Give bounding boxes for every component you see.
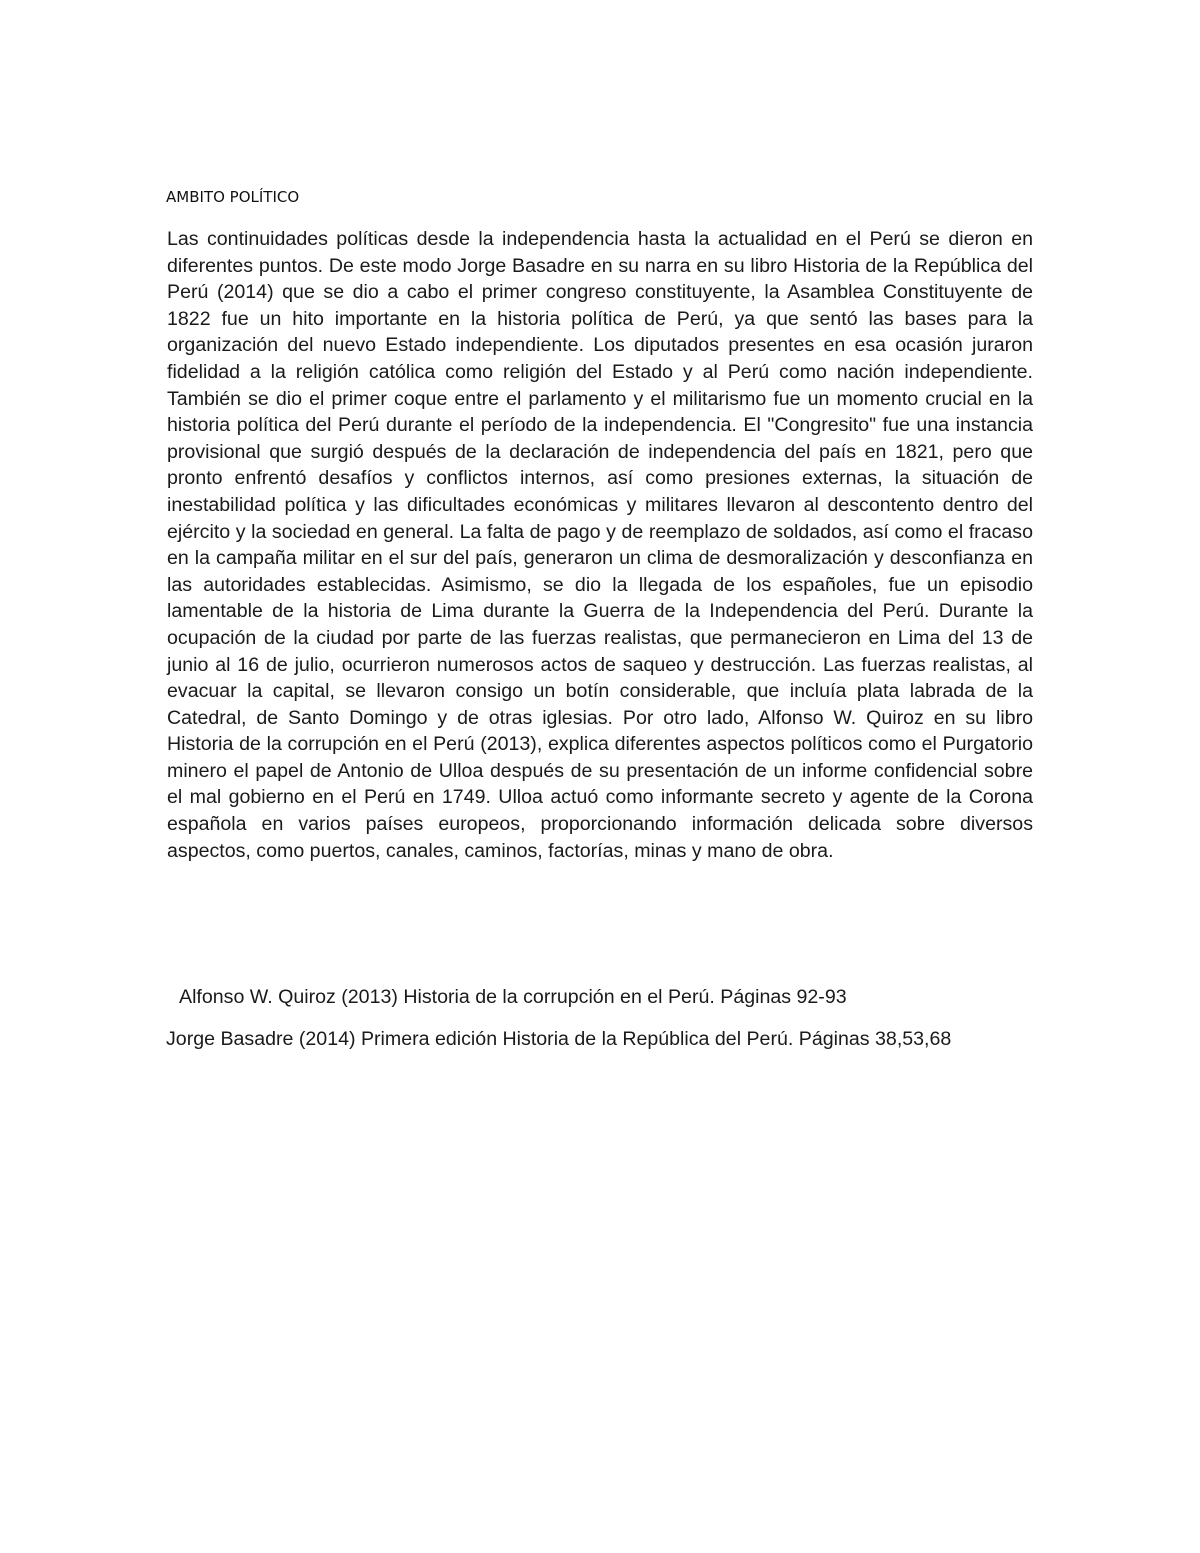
section-heading: AMBITO POLÍTICO xyxy=(166,188,300,206)
reference-basadre: Jorge Basadre (2014) Primera edición Historia de la República del Perú. Páginas 38,53,68 xyxy=(166,1028,952,1050)
body-paragraph: Las continuidades políticas desde la independencia hasta la actualidad en el Perú se dieron en diferentes puntos. De este modo Jorge Basadre en su narra en su libro Historia de la República del Perú (2014) que se dio a cabo el primer congreso constituyente, la Asamblea Constituyente de 1822 fue un hito importante en la historia política de Perú, ya que sentó las bases para la organización del nuevo Estado independiente. Los diputados presentes en esa ocasión juraron fidelidad a la religión católica como religión del Estado y al Perú como nación independiente. También se dio el primer coque entre el parlamento y el militarismo fue un momento crucial en la historia política del Perú durante el período de la independencia. El "Congresito" fue una instancia provisional que surgió después de la declaración de independencia del país en 1821, pero que pronto enfrentó desafíos y conflictos internos, así como presiones externas, la situación de inestabilidad política y las dificultades económicas y militares llevaron al descontento dentro del ejército y la sociedad en general. La falta de pago y de reemplazo de soldados, así como el fracaso en la campaña militar en el sur del país, generaron un clima de desmoralización y desconfianza en las autoridades establecidas. Asimismo, se dio la llegada de los españoles, fue un episodio lamentable de la historia de Lima durante la Guerra de la Independencia del Perú. Durante la ocupación de la ciudad por parte de las fuerzas realistas, que permanecieron en Lima del 13 de junio al 16 de julio, ocurrieron numerosos actos de saqueo y destrucción. Las fuerzas realistas, al evacuar la capital, se llevaron consigo un botín considerable, que incluía plata labrada de la Catedral, de Santo Domingo y de otras iglesias. Por otro lado, Alfonso W. Quiroz en su libro Historia de la corrupción en el Perú (2013), explica diferentes aspectos políticos como el Purgatorio minero el papel de Antonio de Ulloa después de su presentación de un informe confidencial sobre el mal gobierno en el Perú en 1749. Ulloa actuó como informante secreto y agente de la Corona española en varios países europeos, proporcionando información delicada sobre diversos aspectos, como puertos, canales, caminos, factorías, minas y mano de obra. xyxy=(167,228,1033,862)
reference-quiroz: Alfonso W. Quiroz (2013) Historia de la corrupción en el Perú. Páginas 92-93 xyxy=(179,986,847,1008)
